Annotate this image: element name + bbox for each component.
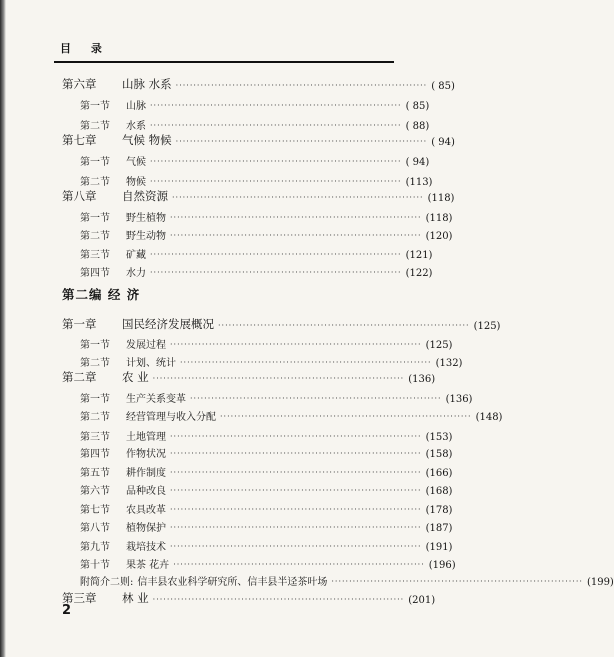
entry-page-number: (191) — [425, 542, 453, 553]
entry-text: 山脉 水系 — [122, 77, 172, 91]
entry-text: 农具改革 — [126, 505, 166, 516]
dot-leader: ······································································· — [170, 449, 422, 458]
dot-leader: ······································································· — [180, 358, 432, 367]
dot-leader: ······································································· — [218, 321, 470, 330]
entry-text: 作物状况 — [126, 449, 166, 460]
dot-leader: ······································································· — [170, 231, 422, 240]
toc-section-entry — [80, 427, 453, 443]
toc-section-entry — [80, 537, 453, 553]
entry-label: 第二节 — [80, 358, 110, 369]
entry-label: 第一节 — [80, 101, 110, 112]
toc-chapter-entry — [62, 132, 455, 148]
entry-page-number: (121) — [405, 250, 433, 261]
entry-text: 野生动物 — [126, 231, 166, 242]
toc-section-entry — [80, 407, 503, 423]
entry-label: 第三节 — [80, 432, 110, 443]
entry-title — [80, 538, 166, 553]
entry-label: 第三章 — [62, 591, 97, 605]
dot-leader: ······································································· — [150, 157, 402, 166]
entry-title — [80, 556, 169, 571]
entry-text: 物候 — [126, 177, 146, 188]
entry-label: 第一节 — [80, 157, 110, 168]
entry-text: 矿藏 — [126, 250, 146, 261]
entry-page-number: ( 94) — [405, 157, 430, 168]
entry-title — [80, 246, 146, 261]
entry-label: 第四节 — [80, 268, 110, 279]
entry-text: 自然资源 — [122, 189, 168, 203]
entry-title — [62, 76, 172, 92]
header-rule — [54, 61, 394, 63]
entry-page-number: (168) — [425, 486, 453, 497]
entry-text: 水系 — [126, 121, 146, 132]
toc-section-entry — [80, 152, 430, 168]
entry-text: 土地管理 — [126, 432, 166, 443]
toc-section-entry — [80, 481, 453, 497]
entry-title — [80, 153, 146, 168]
entry-page-number: (136) — [408, 374, 436, 385]
toc-chapter-entry — [62, 76, 455, 92]
entry-page-number: (158) — [425, 449, 453, 460]
toc-section-entry — [80, 226, 453, 242]
entry-title — [80, 519, 166, 534]
entry-label: 附简介二则: — [80, 577, 134, 588]
entry-text: 品种改良 — [126, 486, 166, 497]
dot-leader: ······································································· — [220, 412, 472, 421]
entry-page-number: (201) — [408, 595, 436, 606]
entry-title — [62, 369, 149, 385]
toc-chapter-entry — [62, 188, 455, 204]
entry-label: 第八章 — [62, 189, 97, 203]
entry-title — [80, 408, 216, 423]
dot-leader: ······································································· — [172, 193, 424, 202]
entry-title — [80, 97, 146, 112]
toc-chapter-entry — [62, 590, 436, 606]
entry-title — [80, 264, 146, 279]
entry-label: 第四节 — [80, 449, 110, 460]
entry-page-number: (125) — [473, 321, 501, 332]
entry-label: 第十节 — [80, 560, 110, 571]
entry-title — [80, 354, 176, 369]
entry-label: 第二节 — [80, 231, 110, 242]
dot-leader: ······································································· — [150, 250, 402, 259]
dot-leader: ······································································· — [170, 542, 422, 551]
toc-chapter-entry — [62, 316, 501, 332]
entry-page-number: (166) — [425, 468, 453, 479]
entry-text: 植物保护 — [126, 523, 166, 534]
entry-page-number: (118) — [427, 193, 455, 204]
entry-page-number: (199) — [586, 577, 614, 588]
toc-chapter-entry — [62, 369, 436, 385]
scan-edge-shadow — [0, 0, 6, 657]
entry-label: 第九节 — [80, 542, 110, 553]
entry-text: 果茶 花卉 — [126, 560, 170, 571]
entry-label: 第一节 — [80, 340, 110, 351]
entry-label: 第一节 — [80, 394, 110, 405]
toc-section-entry — [80, 172, 433, 188]
dot-leader: ······································································· — [170, 213, 422, 222]
entry-text: 气候 — [126, 157, 146, 168]
entry-title — [80, 173, 146, 188]
entry-text: 国民经济发展概况 — [122, 317, 214, 331]
entry-title — [80, 117, 146, 132]
entry-page-number: (120) — [425, 231, 453, 242]
entry-page-number: (196) — [428, 560, 456, 571]
dot-leader: ······································································· — [170, 486, 422, 495]
entry-page-number: ( 85) — [431, 81, 455, 92]
toc-section-entry — [80, 335, 453, 351]
entry-label: 第六章 — [62, 77, 97, 91]
header-label: 目 录 — [60, 42, 110, 55]
dot-leader: ······································································· — [173, 560, 425, 569]
entry-label: 第二节 — [80, 177, 110, 188]
toc-section-entry — [80, 116, 430, 132]
entry-page-number: (178) — [425, 505, 453, 516]
entry-label: 第八节 — [80, 523, 110, 534]
entry-label: 第一章 — [62, 317, 97, 331]
entry-text: 计划、统计 — [126, 358, 176, 369]
dot-leader: ······································································· — [150, 268, 402, 277]
entry-text: 耕作制度 — [126, 468, 166, 479]
entry-title — [80, 227, 166, 242]
entry-title — [80, 336, 166, 351]
entry-page-number: ( 85) — [405, 101, 430, 112]
dot-leader: ······································································· — [175, 81, 428, 90]
entry-label: 第二节 — [80, 412, 110, 423]
dot-leader: ······································································· — [170, 523, 422, 532]
page-number: 2 — [62, 603, 72, 618]
toc-section-entry — [80, 245, 433, 261]
entry-title — [80, 390, 186, 405]
toc-section-entry — [80, 500, 453, 516]
entry-page-number: (153) — [425, 432, 453, 443]
dot-leader: ······································································· — [170, 432, 422, 441]
entry-page-number: (122) — [405, 268, 433, 279]
dot-leader: ······································································· — [150, 177, 402, 186]
entry-text: 信丰县农业科学研究所、信丰县半迳茶叶场 — [137, 577, 328, 588]
entry-label: 第二章 — [62, 370, 97, 384]
entry-text: 栽培技术 — [126, 542, 166, 553]
entry-title — [62, 590, 149, 606]
entry-label: 第七章 — [62, 133, 97, 147]
toc-section-entry — [80, 555, 456, 571]
dot-leader: ······································································· — [170, 468, 422, 477]
entry-page-number: (113) — [405, 177, 433, 188]
entry-page-number: (132) — [435, 358, 463, 369]
dot-leader: ······································································· — [150, 121, 402, 130]
entry-page-number: (125) — [425, 340, 453, 351]
entry-text: 野生植物 — [126, 213, 166, 224]
entry-label: 第六节 — [80, 486, 110, 497]
entry-title — [62, 188, 168, 204]
toc-section-entry — [80, 353, 463, 369]
entry-label: 第七节 — [80, 505, 110, 516]
entry-page-number: (187) — [425, 523, 453, 534]
entry-text: 经营管理与收入分配 — [126, 412, 216, 423]
entry-text: 气候 物候 — [122, 133, 172, 147]
entry-title — [80, 428, 166, 443]
entry-page-number: ( 94) — [431, 137, 455, 148]
part-heading: 第二编 经 济 — [62, 287, 141, 302]
dot-leader: ······································································· — [152, 374, 405, 383]
entry-title — [80, 573, 327, 588]
entry-page-number: (148) — [475, 412, 503, 423]
dot-leader: ······································································· — [152, 595, 405, 604]
entry-text: 发展过程 — [126, 340, 166, 351]
entry-text: 生产关系变革 — [126, 394, 186, 405]
dot-leader: ······································································· — [331, 577, 583, 586]
entry-title — [80, 482, 166, 497]
entry-title — [62, 316, 214, 332]
dot-leader: ······································································· — [170, 340, 422, 349]
toc-section-entry — [80, 444, 453, 460]
toc-section-entry — [80, 463, 453, 479]
entry-title — [62, 132, 172, 148]
entry-label: 第五节 — [80, 468, 110, 479]
entry-page-number: (118) — [425, 213, 453, 224]
toc-section-entry — [80, 208, 453, 224]
entry-label: 第二节 — [80, 121, 110, 132]
dot-leader: ······································································· — [190, 394, 442, 403]
dot-leader: ······································································· — [170, 505, 422, 514]
toc-section-entry — [80, 389, 473, 405]
toc-section-entry — [80, 518, 453, 534]
entry-page-number: (136) — [445, 394, 473, 405]
entry-label: 第三节 — [80, 250, 110, 261]
entry-title — [80, 445, 166, 460]
entry-page-number: ( 88) — [405, 121, 430, 132]
entry-text: 山脉 — [126, 101, 146, 112]
entry-title — [80, 464, 166, 479]
toc-section-entry — [80, 263, 433, 279]
entry-text: 水力 — [126, 268, 146, 279]
entry-title — [80, 209, 166, 224]
toc-section-entry — [80, 572, 614, 588]
dot-leader: ······································································· — [150, 101, 402, 110]
toc-section-entry — [80, 96, 430, 112]
entry-label: 第一节 — [80, 213, 110, 224]
entry-title — [80, 501, 166, 516]
entry-text: 林 业 — [122, 591, 149, 605]
dot-leader: ······································································· — [175, 137, 428, 146]
entry-text: 农 业 — [122, 370, 149, 384]
